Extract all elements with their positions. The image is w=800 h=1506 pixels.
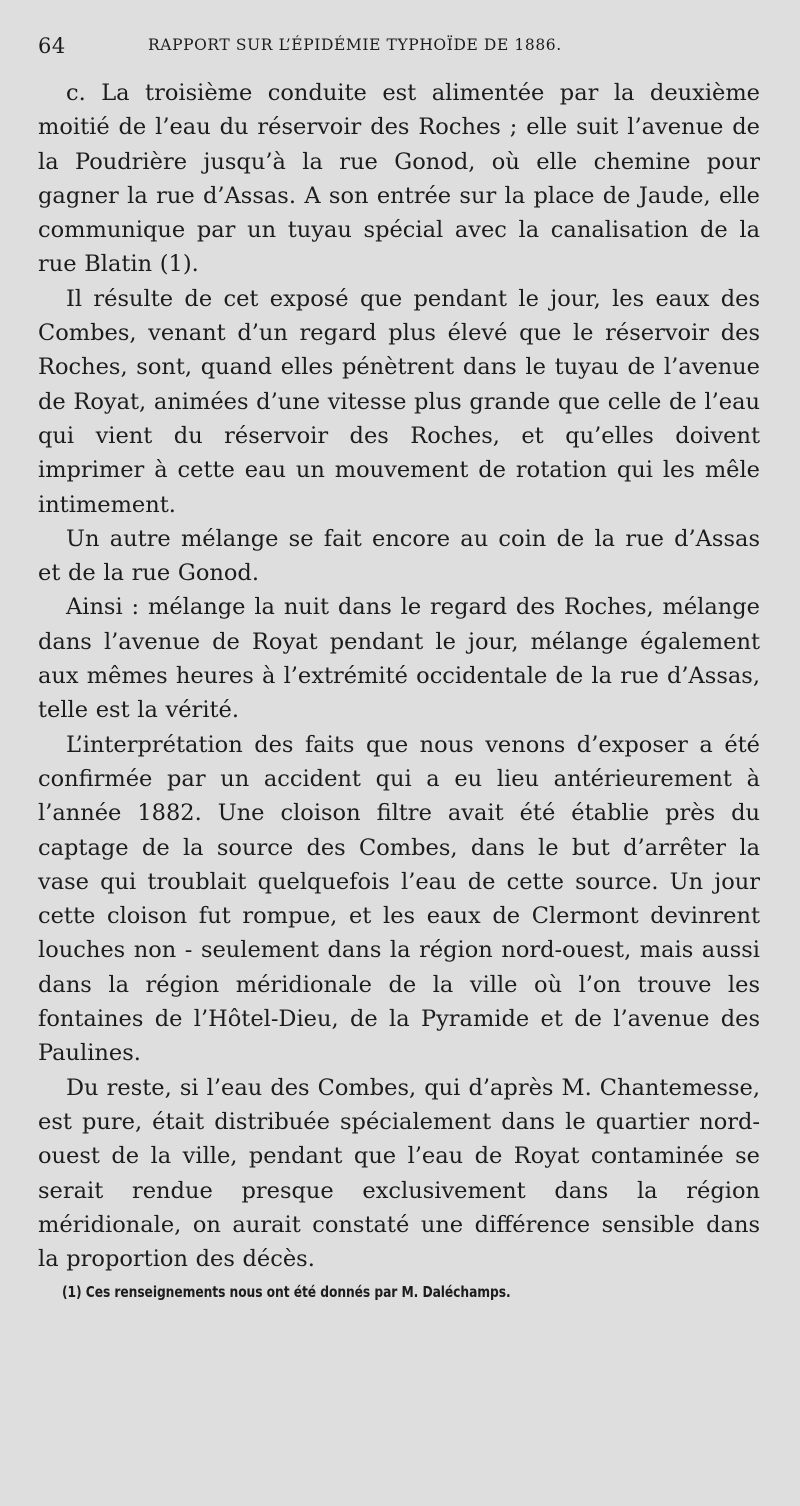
- body-text: [38, 76, 760, 1276]
- paragraph-third-conduit: c. La troisième conduite est alimentée par la deuxième moitié de l’eau du réservoir des Roches ; elle suit l’avenue de la Poudrière jusqu’à la rue Gonod, où elle chemine pour gagner la rue d’Assas. A son entrée sur la place de Jaude, elle communique par un tuyau spécial avec la canalisation de la rue Blatin (1).: [38, 80, 760, 278]
- paragraph-conclusion: Du reste, si l’eau des Combes, qui d’après M. Chantemesse, est pure, était distribuée spécialement dans le quartier nord-ouest de la ville, pendant que l’eau de Royat contaminée se serait rendue presque exclusivement dans la région méridionale, on aurait constaté une différence sensible dans la proportion des décès.: [38, 1074, 760, 1273]
- running-title: RAPPORT SUR L’ÉPIDÉMIE TYPHOÏDE DE 1886.: [148, 36, 562, 54]
- paragraph-accident-1882: L’interprétation des faits que nous venons d’exposer a été confirmée par un accident qui a eu lieu antérieurement à l’année 1882. Une cloison filtre avait été établie près du captage de la source des Combes, dans le but d’arrêter la vase qui troublait quelquefois l’eau de cette source. Un jour cette cloison fut rompue, et les eaux de Clermont devinrent louches non - seulement dans la région nord-ouest, mais aussi dans la région méridionale de la ville où l’on trouve les fontaines de l’Hôtel-Dieu, de la Pyramide et de l’avenue des Paulines.: [38, 731, 760, 1067]
- page-number: 64: [38, 34, 66, 58]
- paragraph-second-mixing: Un autre mélange se fait encore au coin de la rue d’Assas et de la rue Gonod.: [38, 525, 760, 587]
- paragraph-mixing-summary: Ainsi : mélange la nuit dans le regard des Roches, mélange dans l’avenue de Royat pendant le jour, mélange également aux mêmes heures à l’extrémité occidentale de la rue d’Assas, telle est la vérité.: [38, 594, 760, 724]
- footnote: (1) Ces renseignements nous ont été donnés par M. Daléchamps.: [62, 1283, 511, 1301]
- running-header: [38, 34, 764, 64]
- paragraph-day-flow: Il résulte de cet exposé que pendant le jour, les eaux des Combes, venant d’un regard plus élevé que le réservoir des Roches, sont, quand elles pénètrent dans le tuyau de l’avenue de Royat, animées d’une vitesse plus grande que celle de l’eau qui vient du réservoir des Roches, et qu’elles doivent imprimer à cette eau un mouvement de rotation qui les mêle intimement.: [38, 285, 760, 518]
